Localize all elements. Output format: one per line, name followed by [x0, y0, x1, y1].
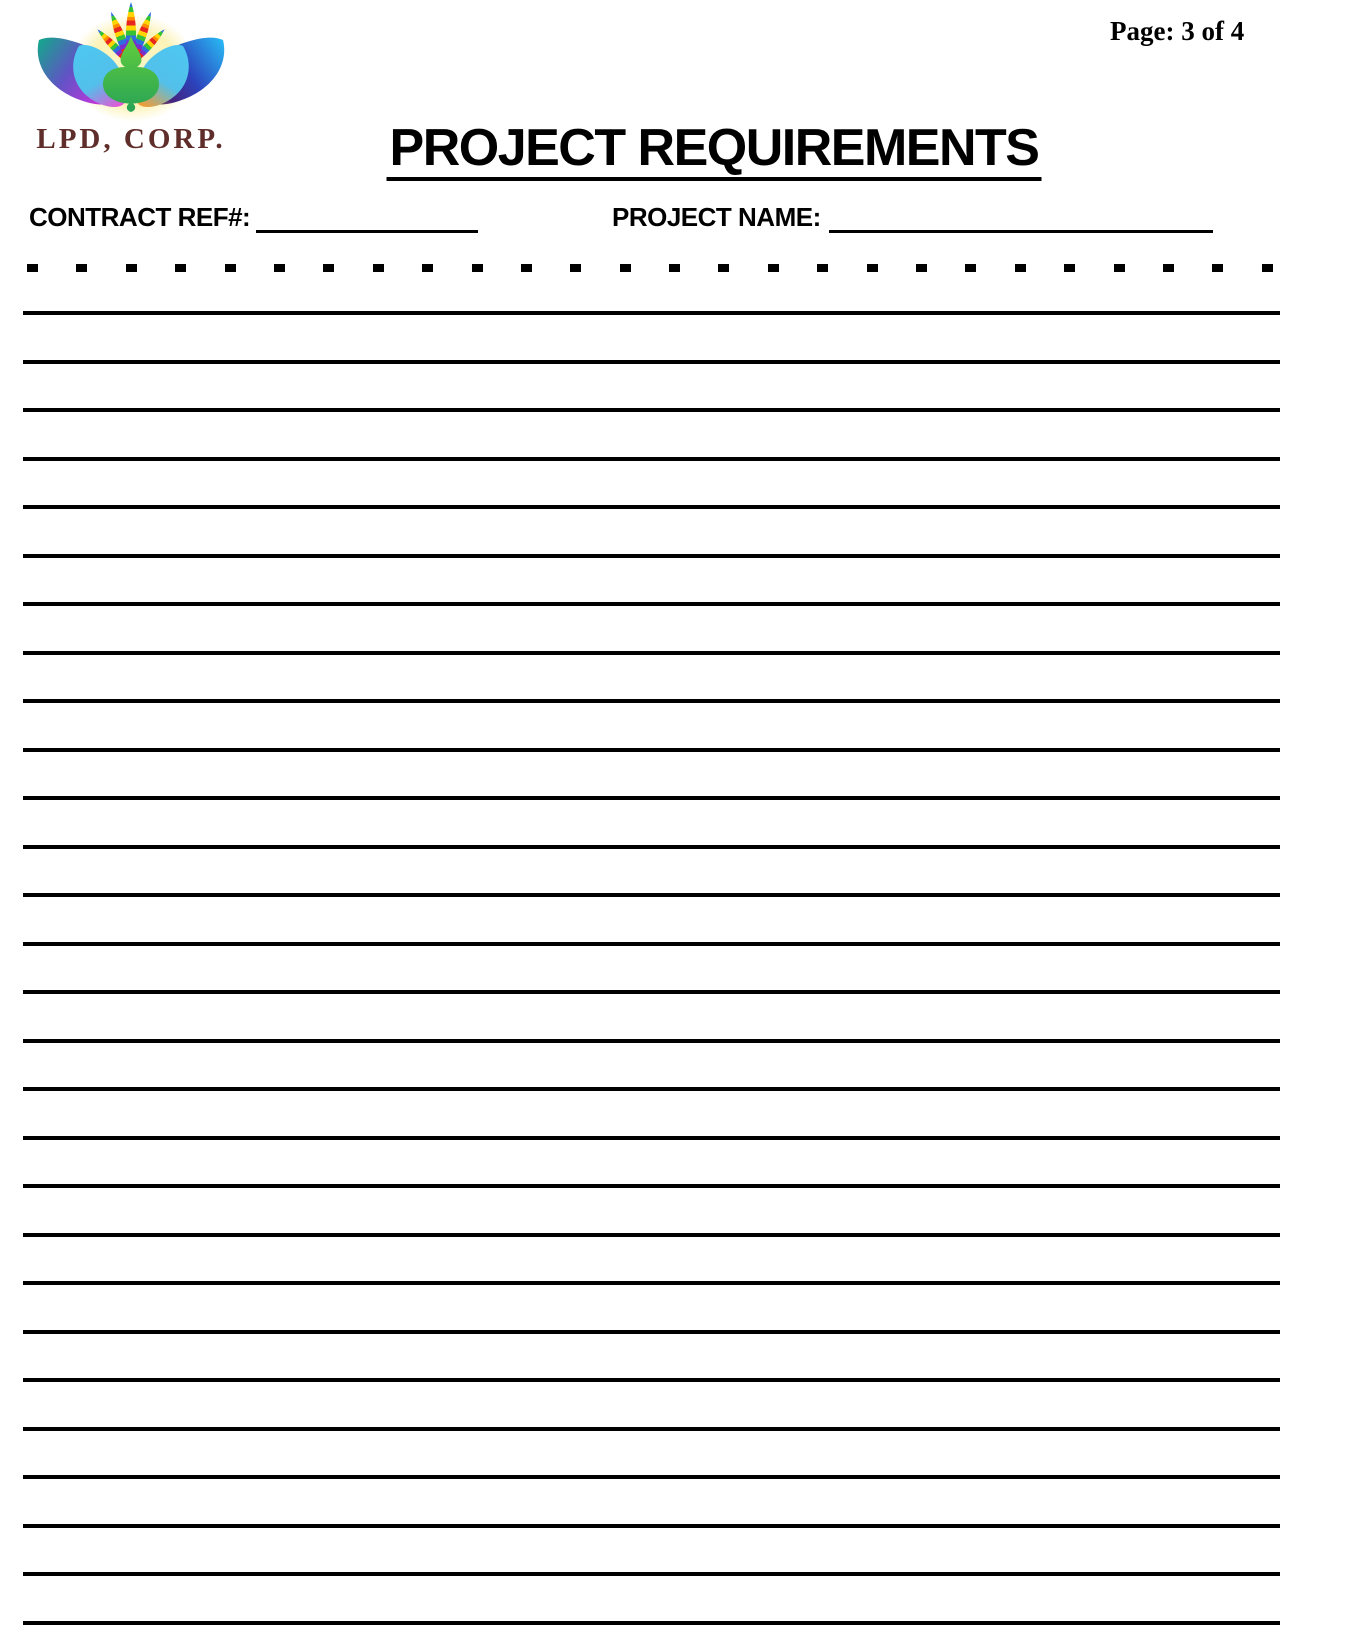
separator-dash: [718, 264, 729, 272]
lotus-flower-logo-icon: [27, 0, 235, 122]
separator-dash: [570, 264, 581, 272]
separator-dash: [373, 264, 384, 272]
writing-line[interactable]: [23, 408, 1280, 412]
project-name-field: [612, 199, 1213, 233]
company-logo: [27, 0, 235, 156]
project-name-input-line[interactable]: [829, 198, 1213, 233]
separator-dash: [274, 264, 285, 272]
separator-dash: [669, 264, 680, 272]
writing-line[interactable]: [23, 990, 1280, 994]
writing-line[interactable]: [23, 554, 1280, 558]
company-name: LPD, CORP.: [36, 123, 226, 155]
separator-dash: [472, 264, 483, 272]
writing-line[interactable]: [23, 1136, 1280, 1140]
writing-line[interactable]: [23, 1330, 1280, 1334]
page-indicator: Page: 3 of 4: [1110, 16, 1245, 46]
writing-line[interactable]: [23, 845, 1280, 849]
page-title: PROJECT REQUIREMENTS: [387, 122, 1042, 181]
writing-line[interactable]: [23, 1475, 1280, 1479]
separator-dash: [521, 264, 532, 272]
separator-dash: [1163, 264, 1174, 272]
separator-dash: [27, 264, 38, 272]
contract-ref-label: CONTRACT REF#:: [29, 202, 251, 232]
writing-line[interactable]: [23, 1184, 1280, 1188]
writing-line[interactable]: [23, 893, 1280, 897]
writing-line[interactable]: [23, 1378, 1280, 1382]
separator-dash: [1015, 264, 1026, 272]
writing-line[interactable]: [23, 1427, 1280, 1431]
writing-line[interactable]: [23, 1524, 1280, 1528]
writing-line[interactable]: [23, 505, 1280, 509]
contract-ref-field: [29, 199, 478, 233]
separator-dash: [965, 264, 976, 272]
writing-line[interactable]: [23, 1621, 1280, 1625]
writing-line[interactable]: [23, 942, 1280, 946]
contract-ref-input-line[interactable]: [256, 198, 478, 233]
writing-line[interactable]: [23, 1281, 1280, 1285]
writing-line[interactable]: [23, 602, 1280, 606]
writing-line[interactable]: [23, 1039, 1280, 1043]
separator-dash: [175, 264, 186, 272]
writing-line[interactable]: [23, 1233, 1280, 1237]
writing-line[interactable]: [23, 457, 1280, 461]
separator-dash: [225, 264, 236, 272]
separator-dash: [323, 264, 334, 272]
writing-line[interactable]: [23, 699, 1280, 703]
separator-dash: [1212, 264, 1223, 272]
writing-line[interactable]: [23, 651, 1280, 655]
separator-dash: [768, 264, 779, 272]
separator-dash: [817, 264, 828, 272]
separator-dash: [916, 264, 927, 272]
dashed-separator: [27, 264, 1273, 272]
separator-dash: [422, 264, 433, 272]
writing-line[interactable]: [23, 1572, 1280, 1576]
separator-dash: [1064, 264, 1075, 272]
separator-dash: [76, 264, 87, 272]
writing-line[interactable]: [23, 311, 1280, 315]
writing-line[interactable]: [23, 748, 1280, 752]
separator-dash: [867, 264, 878, 272]
writing-line[interactable]: [23, 796, 1280, 800]
title-wrap: [387, 119, 1042, 181]
ruled-lines: [23, 311, 1280, 1625]
separator-dash: [1114, 264, 1125, 272]
separator-dash: [126, 264, 137, 272]
separator-dash: [620, 264, 631, 272]
writing-line[interactable]: [23, 360, 1280, 364]
writing-line[interactable]: [23, 1087, 1280, 1091]
separator-dash: [1262, 264, 1273, 272]
project-name-label: PROJECT NAME:: [612, 202, 821, 232]
